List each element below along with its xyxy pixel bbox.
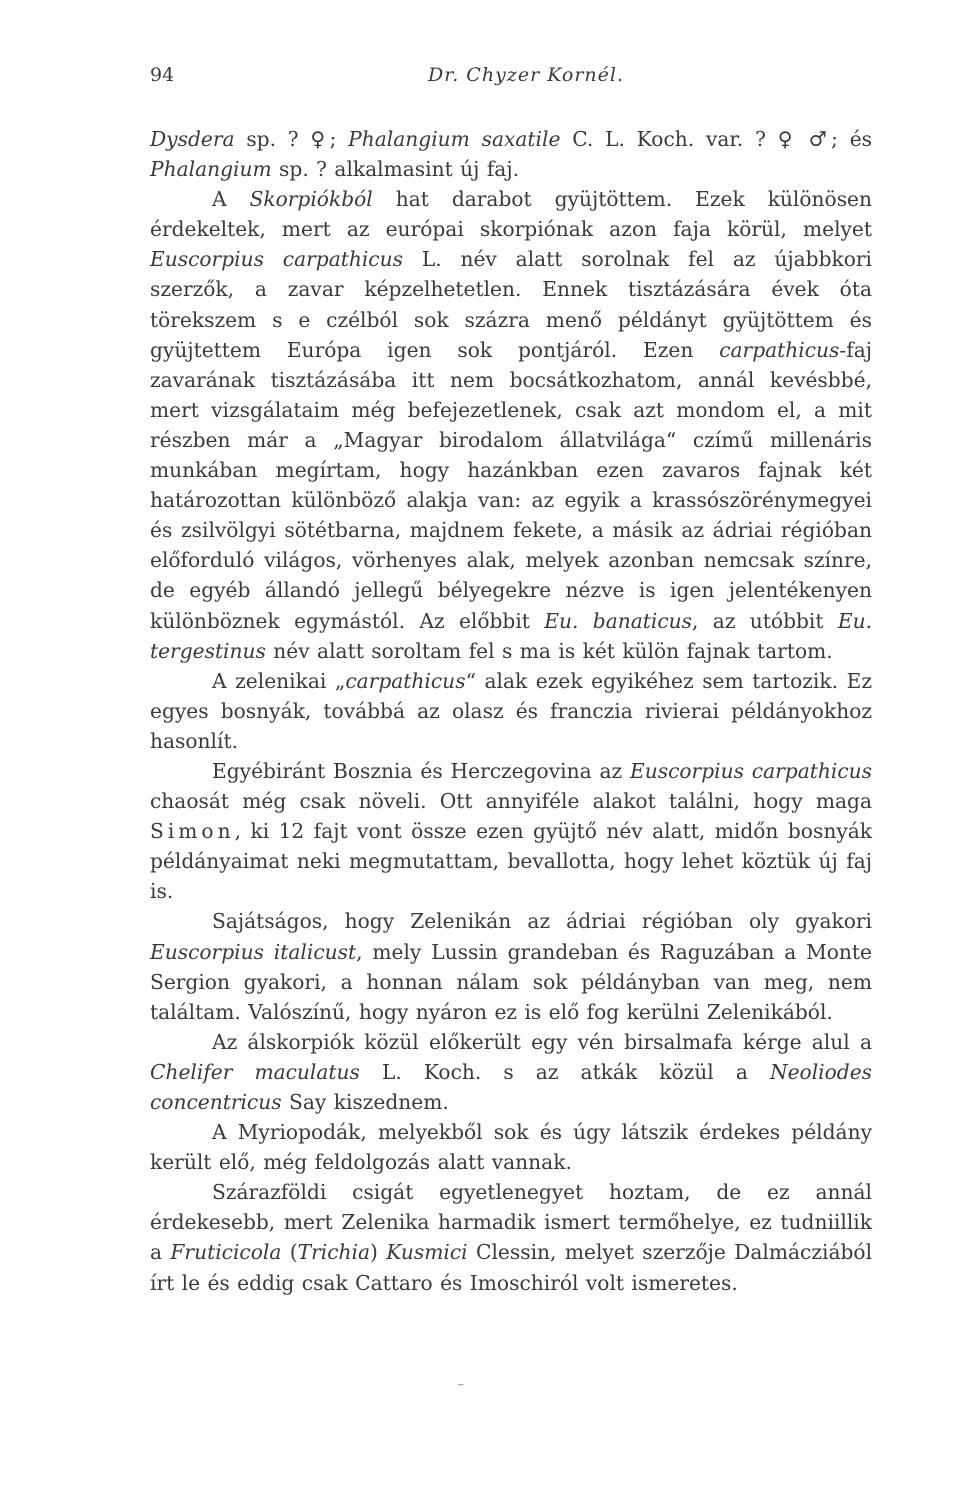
- italic-taxon-name: Skorpiókból: [249, 187, 373, 212]
- text-run: A Myriopodák, melyekből sok és úgy látszik érdekes példány került elő, még feldolgozás alatt vannak.: [150, 1120, 872, 1175]
- text-run: , az utóbbit: [692, 608, 838, 633]
- paragraph: [150, 666, 872, 756]
- text-run: C. L. Koch. var. ? ♀ ♂; és: [560, 127, 873, 151]
- spaced-author-name: Simon: [150, 819, 235, 844]
- text-run: , ki 12 fajt vont össze ezen gyüjtő név alatt, midőn bosnyák példányaimat neki megmutattam, bevallotta, hogy lehet köztük új faj is.: [150, 819, 872, 904]
- paragraph: [150, 756, 872, 906]
- italic-taxon-name: carpathicus: [345, 668, 466, 693]
- text-run: A: [212, 187, 250, 212]
- text-run: L. név alatt sorolnak fel az újabbkori szerzők, a zavar képzelhetetlen. Ennek tisztázására évek óta törekszem s e czélból sok százra menő példányt gyüjtöttem és gyüjtettem Európa igen sok pontjáról. Ezen: [150, 247, 872, 362]
- page-header: [150, 64, 872, 92]
- italic-taxon-name: Chelifer maculatus: [150, 1059, 360, 1084]
- document-page: [150, 0, 872, 1486]
- body-text: [150, 124, 872, 1298]
- italic-taxon-name: Euscorpius italicust: [150, 939, 357, 964]
- paragraph: [150, 124, 872, 184]
- text-run: (: [281, 1240, 298, 1265]
- text-run: Sajátságos, hogy Zelenikán az ádriai régióban oly gyakori: [212, 909, 872, 934]
- text-run: sp. ? ♀;: [234, 127, 349, 151]
- italic-taxon-name: Dysdera: [150, 127, 235, 151]
- running-head: Dr. Chyzer Kornél.: [428, 64, 624, 86]
- paragraph: [150, 1027, 872, 1117]
- italic-taxon-name: carpathicus: [719, 337, 840, 362]
- text-run: Az álskorpiók közül előkerült egy vén birsalmafa kérge alul a: [212, 1029, 872, 1054]
- text-run: “ alak ezek egyikéhez sem tartozik. Ez egyes bosnyák, továbbá az olasz és franczia rivierai példányokhoz hasonlít.: [150, 668, 872, 753]
- text-run: hat darabot gyüjtöttem. Ezek különösen érdekeltek, mert az európai skorpiónak azon faja körül, melyet: [150, 187, 873, 242]
- italic-taxon-name: Eu. banaticus: [544, 608, 693, 633]
- text-run: -faj zavarának tisztázásába itt nem bocsátkozhatom, annál kevésbbé, mert vizsgálataim még befejezetlenek, csak azt mondom el, a mit részben már a „Magyar birodalom állatvilága“ czímű millenáris munkában megírtam, hogy hazánkban ezen zavaros fajnak két határozottan különböző alakja van: az egyik a krassószörénymegyei és zsilvölgyi sötétbarna, majdnem fekete, a másik az ádriai régióban előforduló világos, vörhenyes alak, melyek azonban nemcsak színre, de egyéb állandó jellegű bélyegekre nézve is igen jelentékenyen különböznek egymástól. Az előbbit: [150, 337, 872, 633]
- printer-mark: ⁻: [457, 1380, 465, 1396]
- italic-taxon-name: Euscorpius carpathicus: [630, 758, 872, 783]
- paragraph: [150, 1177, 872, 1297]
- text-run: Szárazföldi csigát egyetlenegyet hoztam, de ez annál érdekesebb, mert Zelenika harmadik ismert termőhelye, ez tudniillik a: [150, 1180, 872, 1265]
- page-number: 94: [150, 64, 175, 86]
- italic-taxon-name: Neoliodes concentricus: [150, 1059, 872, 1114]
- text-run: L. Koch. s az atkák közül a: [359, 1059, 770, 1084]
- italic-taxon-name: Fruticicola: [170, 1240, 282, 1265]
- text-run: , mely Lussin grandeban és Raguzában a Monte Sergion gyakori, a honnan nálam sok példányban van meg, nem találtam. Valószínű, hogy nyáron ez is elő fog kerülni Zelenikából.: [150, 939, 872, 1024]
- italic-taxon-name: Phalangium saxatile: [348, 127, 561, 151]
- italic-taxon-name: Euscorpius carpathicus: [150, 247, 403, 272]
- text-run: sp. ? alkalmasint új faj.: [271, 157, 520, 182]
- text-run: név alatt soroltam fel s ma is két külön fajnak tartom.: [265, 638, 833, 663]
- italic-taxon-name: Kusmici: [386, 1240, 468, 1265]
- paragraph: [150, 184, 872, 666]
- italic-taxon-name: Phalangium: [150, 157, 272, 182]
- paragraph: [150, 1117, 872, 1177]
- text-run: Egyébiránt Bosznia és Herczegovina az: [212, 758, 630, 783]
- italic-taxon-name: Eu. tergestinus: [150, 608, 872, 663]
- italic-taxon-name: Trichia: [297, 1240, 371, 1265]
- text-run: chaosát még csak növeli. Ott annyiféle alakot találni, hogy maga: [150, 789, 872, 814]
- text-run: Clessin, melyet szerzője Dalmácziából írt le és eddig csak Cattaro és Imoschiról volt ismeretes.: [150, 1240, 873, 1295]
- text-run: ): [370, 1240, 387, 1265]
- paragraph: [150, 906, 872, 1026]
- text-run: Say kiszednem.: [281, 1090, 449, 1114]
- text-run: A zelenikai „: [212, 668, 346, 693]
